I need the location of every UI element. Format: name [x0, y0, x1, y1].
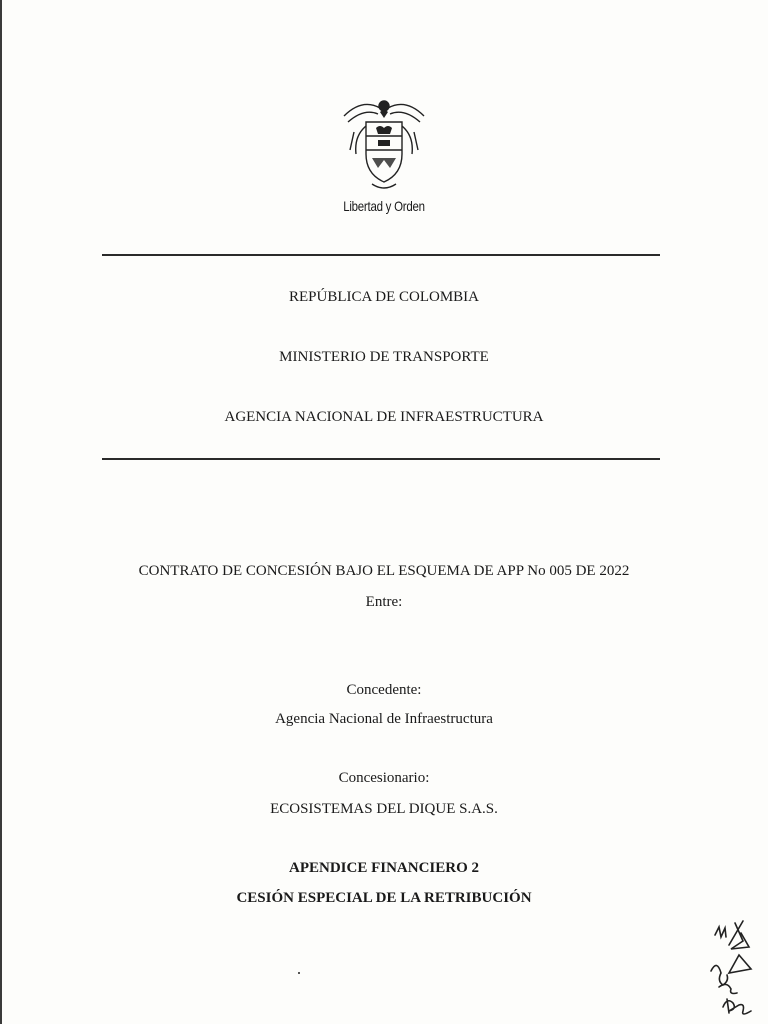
concessionaire-label: Concesionario: [338, 770, 430, 786]
concessionaire-name: ECOSISTEMAS DEL DIQUE S.A.S. [270, 801, 498, 817]
grantor-name: Agencia Nacional de Infraestructura [275, 711, 493, 727]
handwritten-initials-icon [705, 915, 765, 1019]
scan-speck [298, 972, 300, 974]
contract-between: Entre: [365, 594, 403, 610]
heading-republic: REPÚBLICA DE COLOMBIA [288, 289, 479, 305]
top-divider [102, 254, 660, 256]
grantor-label: Concedente: [346, 682, 422, 698]
heading-agency: AGENCIA NACIONAL DE INFRAESTRUCTURA [224, 409, 544, 425]
appendix-subtitle: CESIÓN ESPECIAL DE LA RETRIBUCIÓN [236, 890, 532, 906]
bottom-divider [102, 458, 660, 460]
appendix-title: APENDICE FINANCIERO 2 [288, 860, 479, 876]
contract-title: CONTRATO DE CONCESIÓN BAJO EL ESQUEMA DE APP No 005 DE 2022 [138, 563, 630, 579]
motto-text: Libertad y Orden [343, 198, 425, 214]
heading-ministry: MINISTERIO DE TRANSPORTE [279, 349, 489, 365]
coat-of-arms-icon [332, 92, 436, 196]
